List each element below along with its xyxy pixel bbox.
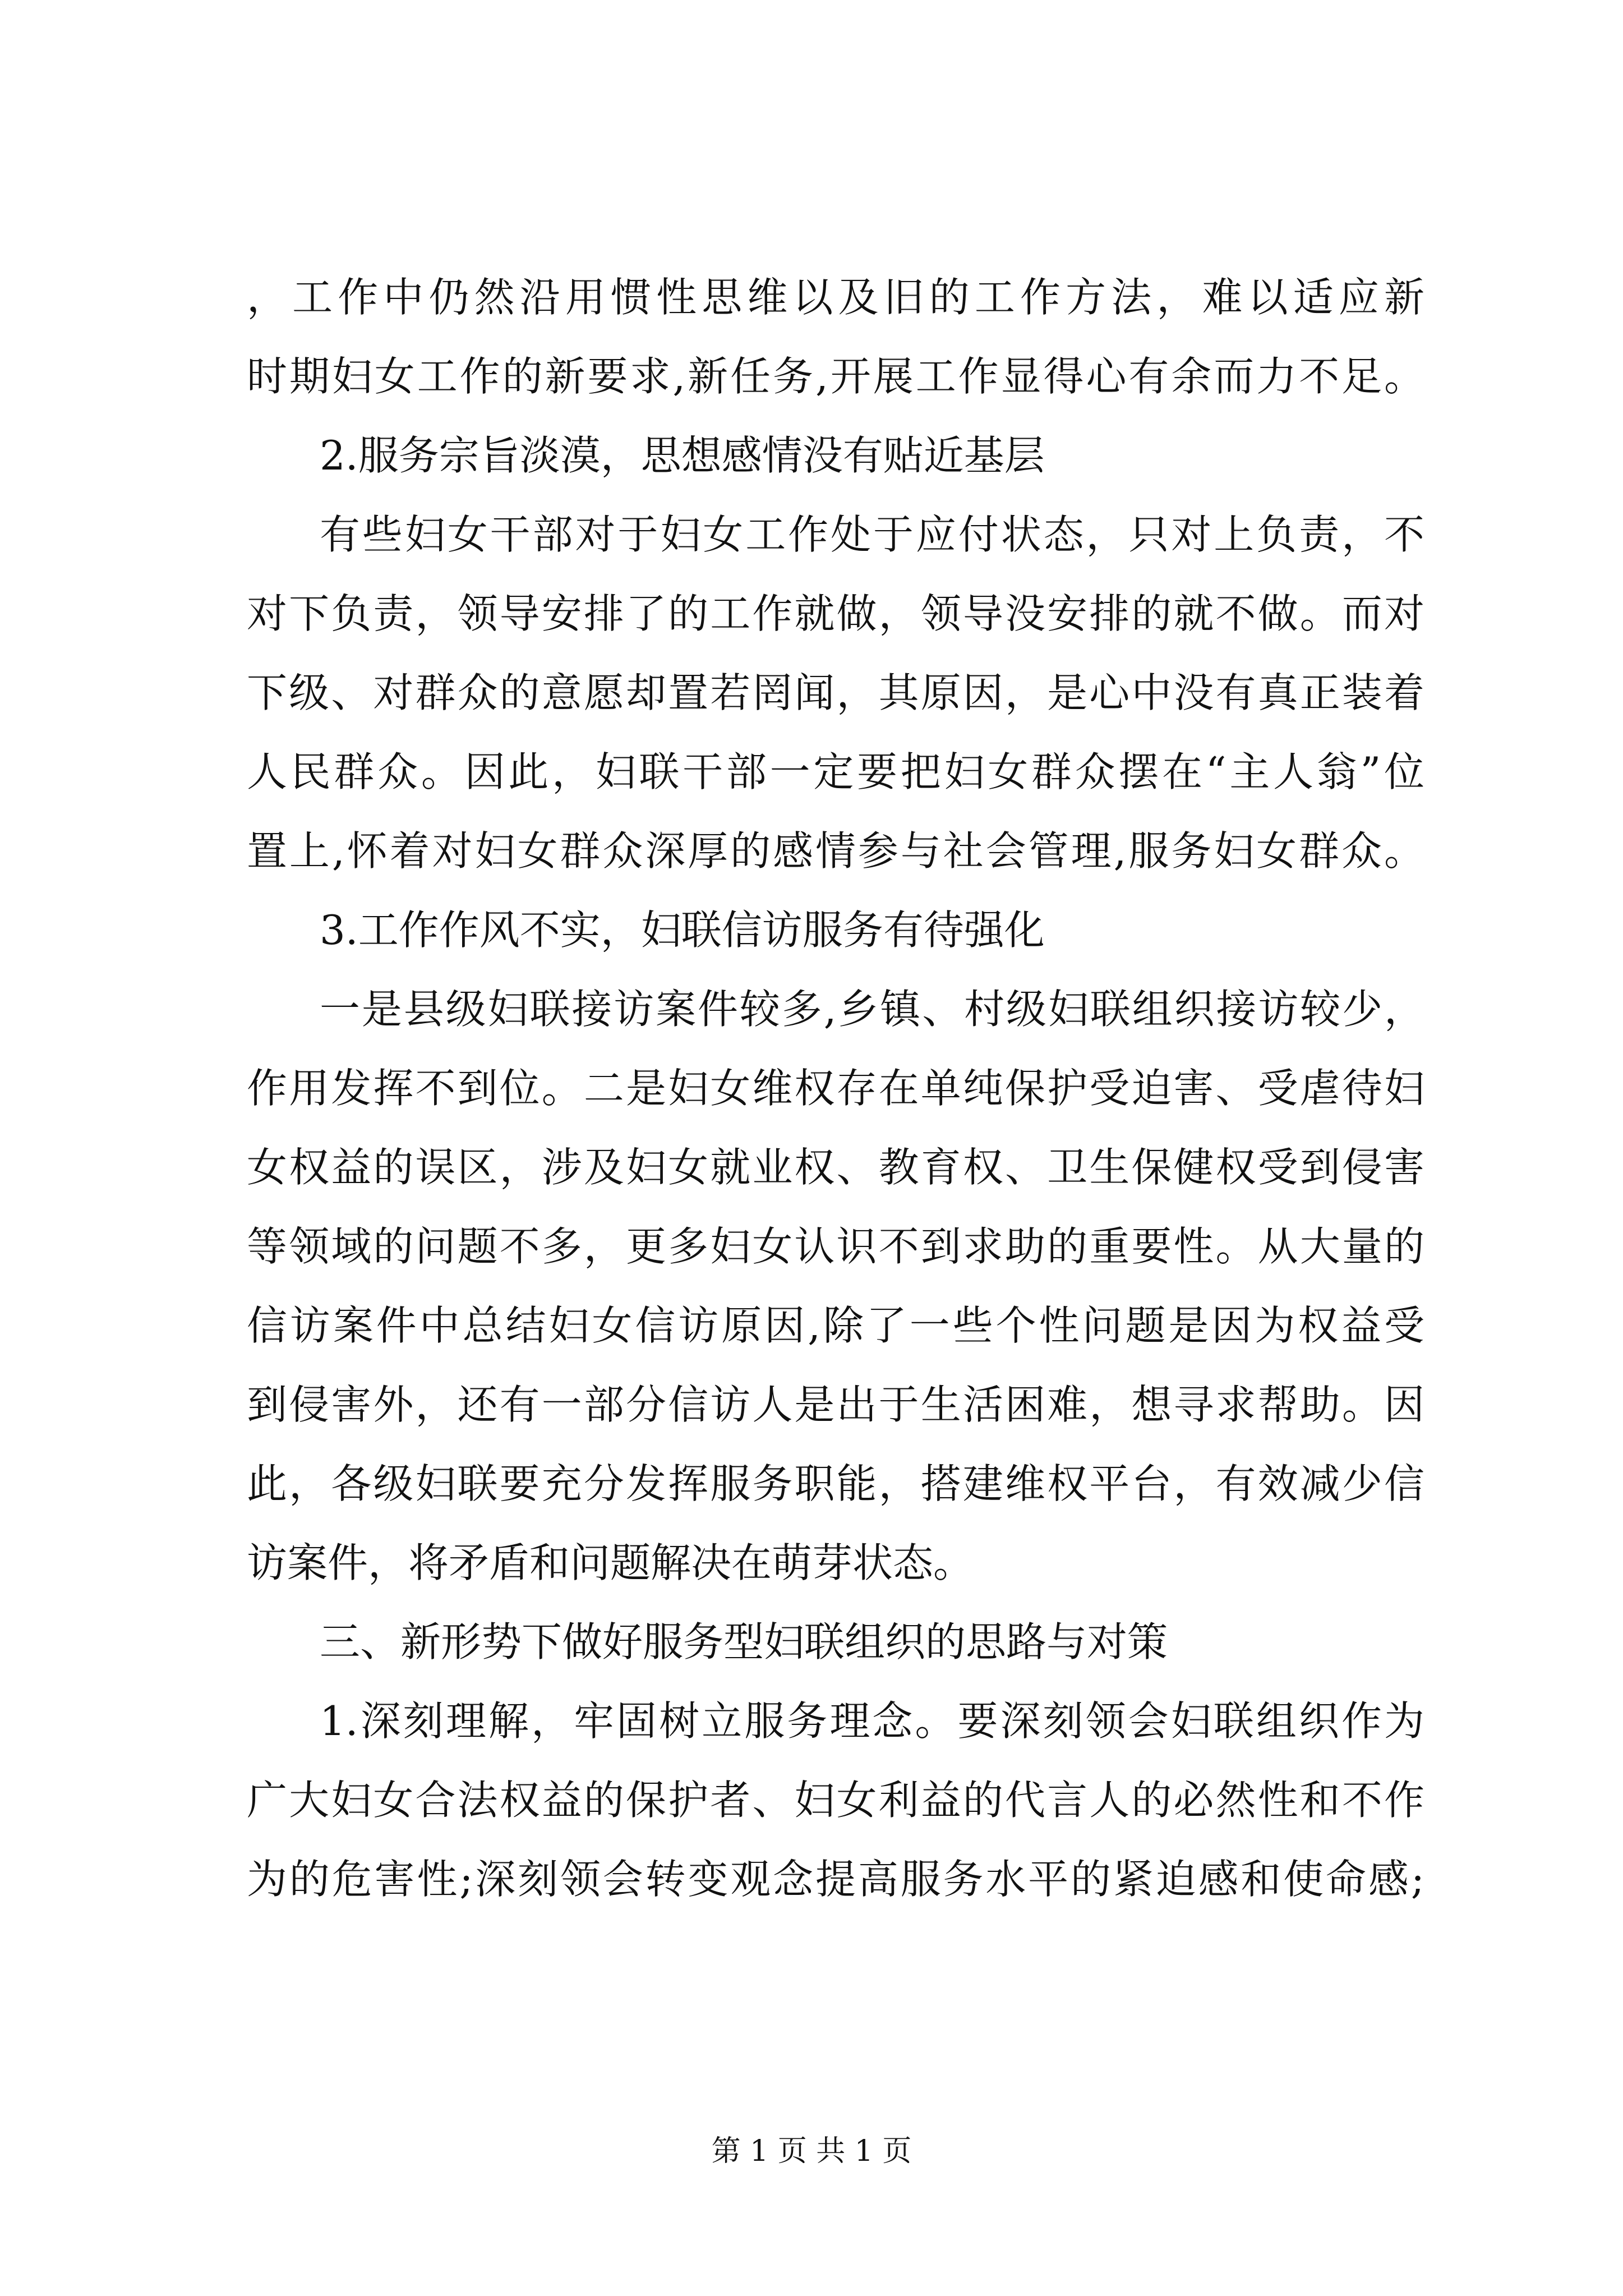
text-line: 作用发挥不到位。二是妇女维权存在单纯保护受迫害、受虐待妇 (247, 1065, 1424, 1112)
text-line: 等领域的问题不多，更多妇女认识不到求助的重要性。从大量的 (247, 1223, 1424, 1270)
text-line: 访案件，将矛盾和问题解决在萌芽状态。 (247, 1539, 974, 1586)
text-line: 到侵害外，还有一部分信访人是出于生活困难，想寻求帮助。因 (247, 1381, 1424, 1428)
text-line: 人民群众。因此，妇联干部一定要把妇女群众摆在“主人翁”位 (247, 748, 1424, 795)
text-line: 1.深刻理解，牢固树立服务理念。要深刻领会妇联组织作为 (320, 1697, 1424, 1745)
text-line: 此，各级妇联要充分发挥服务职能，搭建维权平台，有效减少信 (247, 1460, 1424, 1507)
section-heading: 三、新形势下做好服务型妇联组织的思路与对策 (320, 1618, 1168, 1665)
text-line: 为的危害性;深刻领会转变观念提高服务水平的紧迫感和使命感; (247, 1856, 1424, 1903)
text-line: ，工作中仍然沿用惯性思维以及旧的工作方法，难以适应新 (247, 274, 1424, 321)
document-body (247, 258, 1424, 1919)
text-line: 对下负责，领导安排了的工作就做，领导没安排的就不做。而对 (247, 590, 1424, 637)
text-line: 下级、对群众的意愿却置若罔闻，其原因，是心中没有真正装着 (247, 669, 1424, 716)
text-line: 置上,怀着对妇女群众深厚的感情参与社会管理,服务妇女群众。 (247, 827, 1424, 875)
text-line: 广大妇女合法权益的保护者、妇女利益的代言人的必然性和不作 (247, 1777, 1424, 1824)
section-heading: 3.工作作风不实，妇联信访服务有待强化 (320, 907, 1045, 954)
text-line: 有些妇女干部对于妇女工作处于应付状态，只对上负责，不 (320, 511, 1424, 558)
page-footer: 第 1 页 共 1 页 (711, 2134, 912, 2168)
text-line: 时期妇女工作的新要求,新任务,开展工作显得心有余而力不足。 (247, 353, 1424, 400)
text-line: 信访案件中总结妇女信访原因,除了一些个性问题是因为权益受 (247, 1302, 1424, 1349)
text-line: 一是县级妇联接访案件较多,乡镇、村级妇联组织接访较少， (320, 986, 1424, 1033)
section-heading: 2.服务宗旨淡漠，思想感情没有贴近基层 (320, 432, 1045, 479)
text-line: 女权益的误区，涉及妇女就业权、教育权、卫生保健权受到侵害 (247, 1144, 1424, 1191)
